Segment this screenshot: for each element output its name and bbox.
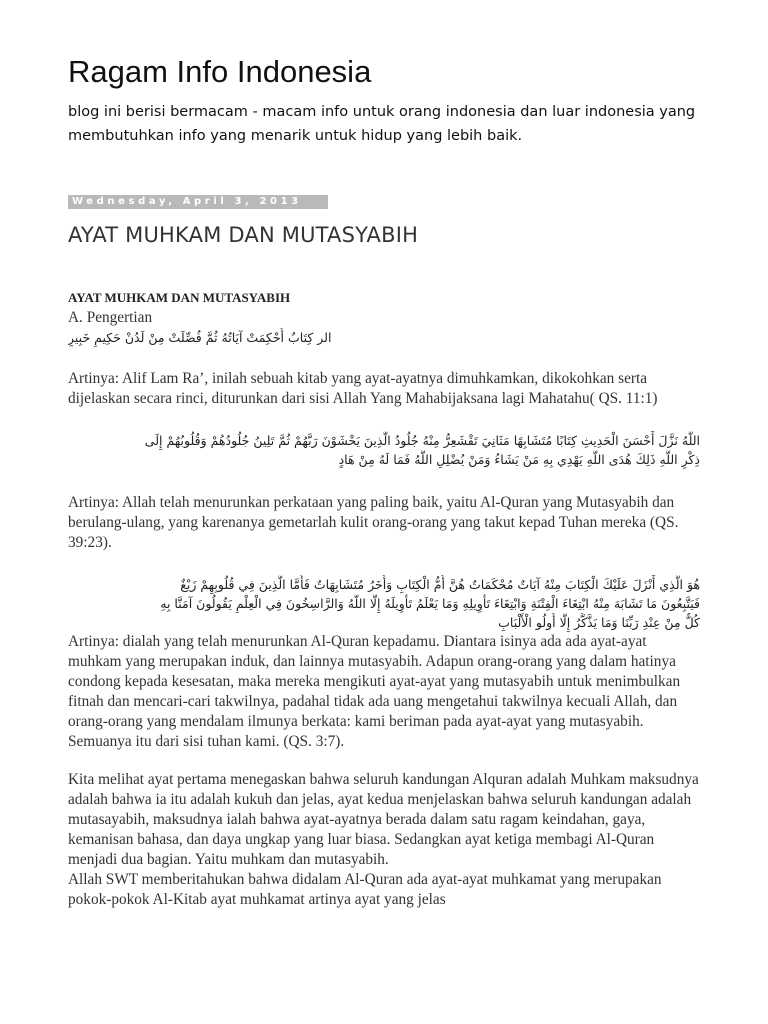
blog-title[interactable]: Ragam Info Indonesia [68,54,372,89]
translation-3: Artinya: dialah yang telah menurunkan Al-Quran kepadamu. Diantara isinya ada ada ayat-ayat muhkam yang merupakan induk, dan lainnya mutasyabih. Adapun orang-orang yang dalam hatinya condong kepada kesesatan, maka mereka mengikuti ayat-ayat yang mutasyabih untuk menimbulkan fitnah dan mencari-cari takwilnya, padahal tidak ada uang mengetahui takwilnya kecuali Allah, dan orang-orang yang mendalam ilmunya berkata: kami beriman pada ayat-ayat yang mutasyabih. Semuanya itu dari sisi tuhan kami. (QS. 3:7). [68,633,681,750]
paragraph-1: Kita melihat ayat pertama menegaskan bahwa seluruh kandungan Alquran adalah Muhkam maksudnya adalah bahwa ia itu adalah kukuh dan jelas, ayat kedua menjelaskan bahwa seluruh kandungan adalah mutasayabih, maksudnya ialah bahwa ayat-ayatnya berada dalam satu ragam keindahan, gaya, kemanisan bahasa, dan daya ungkap yang luar biasa. Sedangkan ayat ketiga membagi Al-Quran menjadi dua bagian. Yaitu muhkam dan mutasyabih. [68,771,699,868]
section-heading: A. Pengertian [68,309,153,326]
post-date-header: Wednesday, April 3, 2013 [68,195,328,209]
arabic-verse-1: الر كِتَابٌ أُحْكِمَتْ آيَاتُهُ ثُمَّ فُصِّلَتْ مِنْ لَدُنْ حَكِيمٍ خَبِيرٍ [68,330,332,345]
arabic-verse-2-line-1: اللَّهُ نَزَّلَ أَحْسَنَ الْحَدِيثِ كِتَابًا مُتَشَابِهًا مَثَانِيَ تَقْشَعِرُّ مِنْهُ جُلُودُ الَّذِينَ يَخْشَوْنَ رَبَّهُمْ ثُمَّ تَلِينُ جُلُودُهُمْ وَقُلُوبُهُمْ إِلَى [144,433,700,448]
arabic-verse-3-line-3: كُلٌّ مِنْ عِنْدِ رَبِّنَا وَمَا يَذَّكَّرُ إِلَّا أُولُو الْأَلْبَابِ [498,615,700,630]
arabic-verse-2-line-2: ذِكْرِ اللَّهِ ذَلِكَ هُدَى اللَّهِ يَهْدِي بِهِ مَنْ يَشَاءُ وَمَنْ يُضْلِلِ اللَّهُ فَمَا لَهُ مِنْ هَادٍ [338,452,700,467]
paragraph-2: Allah SWT memberitahukan bahwa didalam Al-Quran ada ayat-ayat muhkamat yang merupakan pokok-pokok Al-Kitab ayat muhkamat artinya ayat yang jelas [68,871,662,908]
translation-1: Artinya: Alif Lam Ra’, inilah sebuah kitab yang ayat-ayatnya dimuhkamkan, dikokohkan serta dijelaskan secara rinci, diturunkan dari sisi Allah Yang Mahabijaksana lagi Mahatahu( QS. 11:1) [68,370,658,407]
post-title[interactable]: AYAT MUHKAM DAN MUTASYABIH [68,223,419,247]
translation-2: Artinya: Allah telah menurunkan perkataan yang paling baik, yaitu Al-Quran yang Mutasyabih dan berulang-ulang, yang karenanya gemetarlah kulit orang-orang yang takut kepad Tuhan mereka (QS. 39:23). [68,494,679,551]
arabic-verse-3-line-2: فَيَتَّبِعُونَ مَا تَشَابَهَ مِنْهُ ابْتِغَاءَ الْفِتْنَةِ وَابْتِغَاءَ تَأْوِيلِهِ وَمَا يَعْلَمُ تَأْوِيلَهُ إِلَّا اللَّهُ وَالرَّاسِخُونَ فِي الْعِلْمِ يَقُولُونَ آمَنَّا بِهِ [160,596,700,611]
post-body [68,288,700,910]
blog-description: blog ini berisi bermacam - macam info untuk orang indonesia dan luar indonesia yang membutuhkan info yang menarik untuk hidup yang lebih baik. [68,104,696,144]
post-heading: AYAT MUHKAM DAN MUTASYABIH [68,290,291,305]
arabic-verse-3-line-1: هُوَ الَّذِي أَنْزَلَ عَلَيْكَ الْكِتَابَ مِنْهُ آيَاتٌ مُحْكَمَاتٌ هُنَّ أُمُّ الْكِتَابِ وَأُخَرُ مُتَشَابِهَاتٌ فَأَمَّا الَّذِينَ فِي قُلُوبِهِمْ زَيْغٌ [180,577,700,592]
